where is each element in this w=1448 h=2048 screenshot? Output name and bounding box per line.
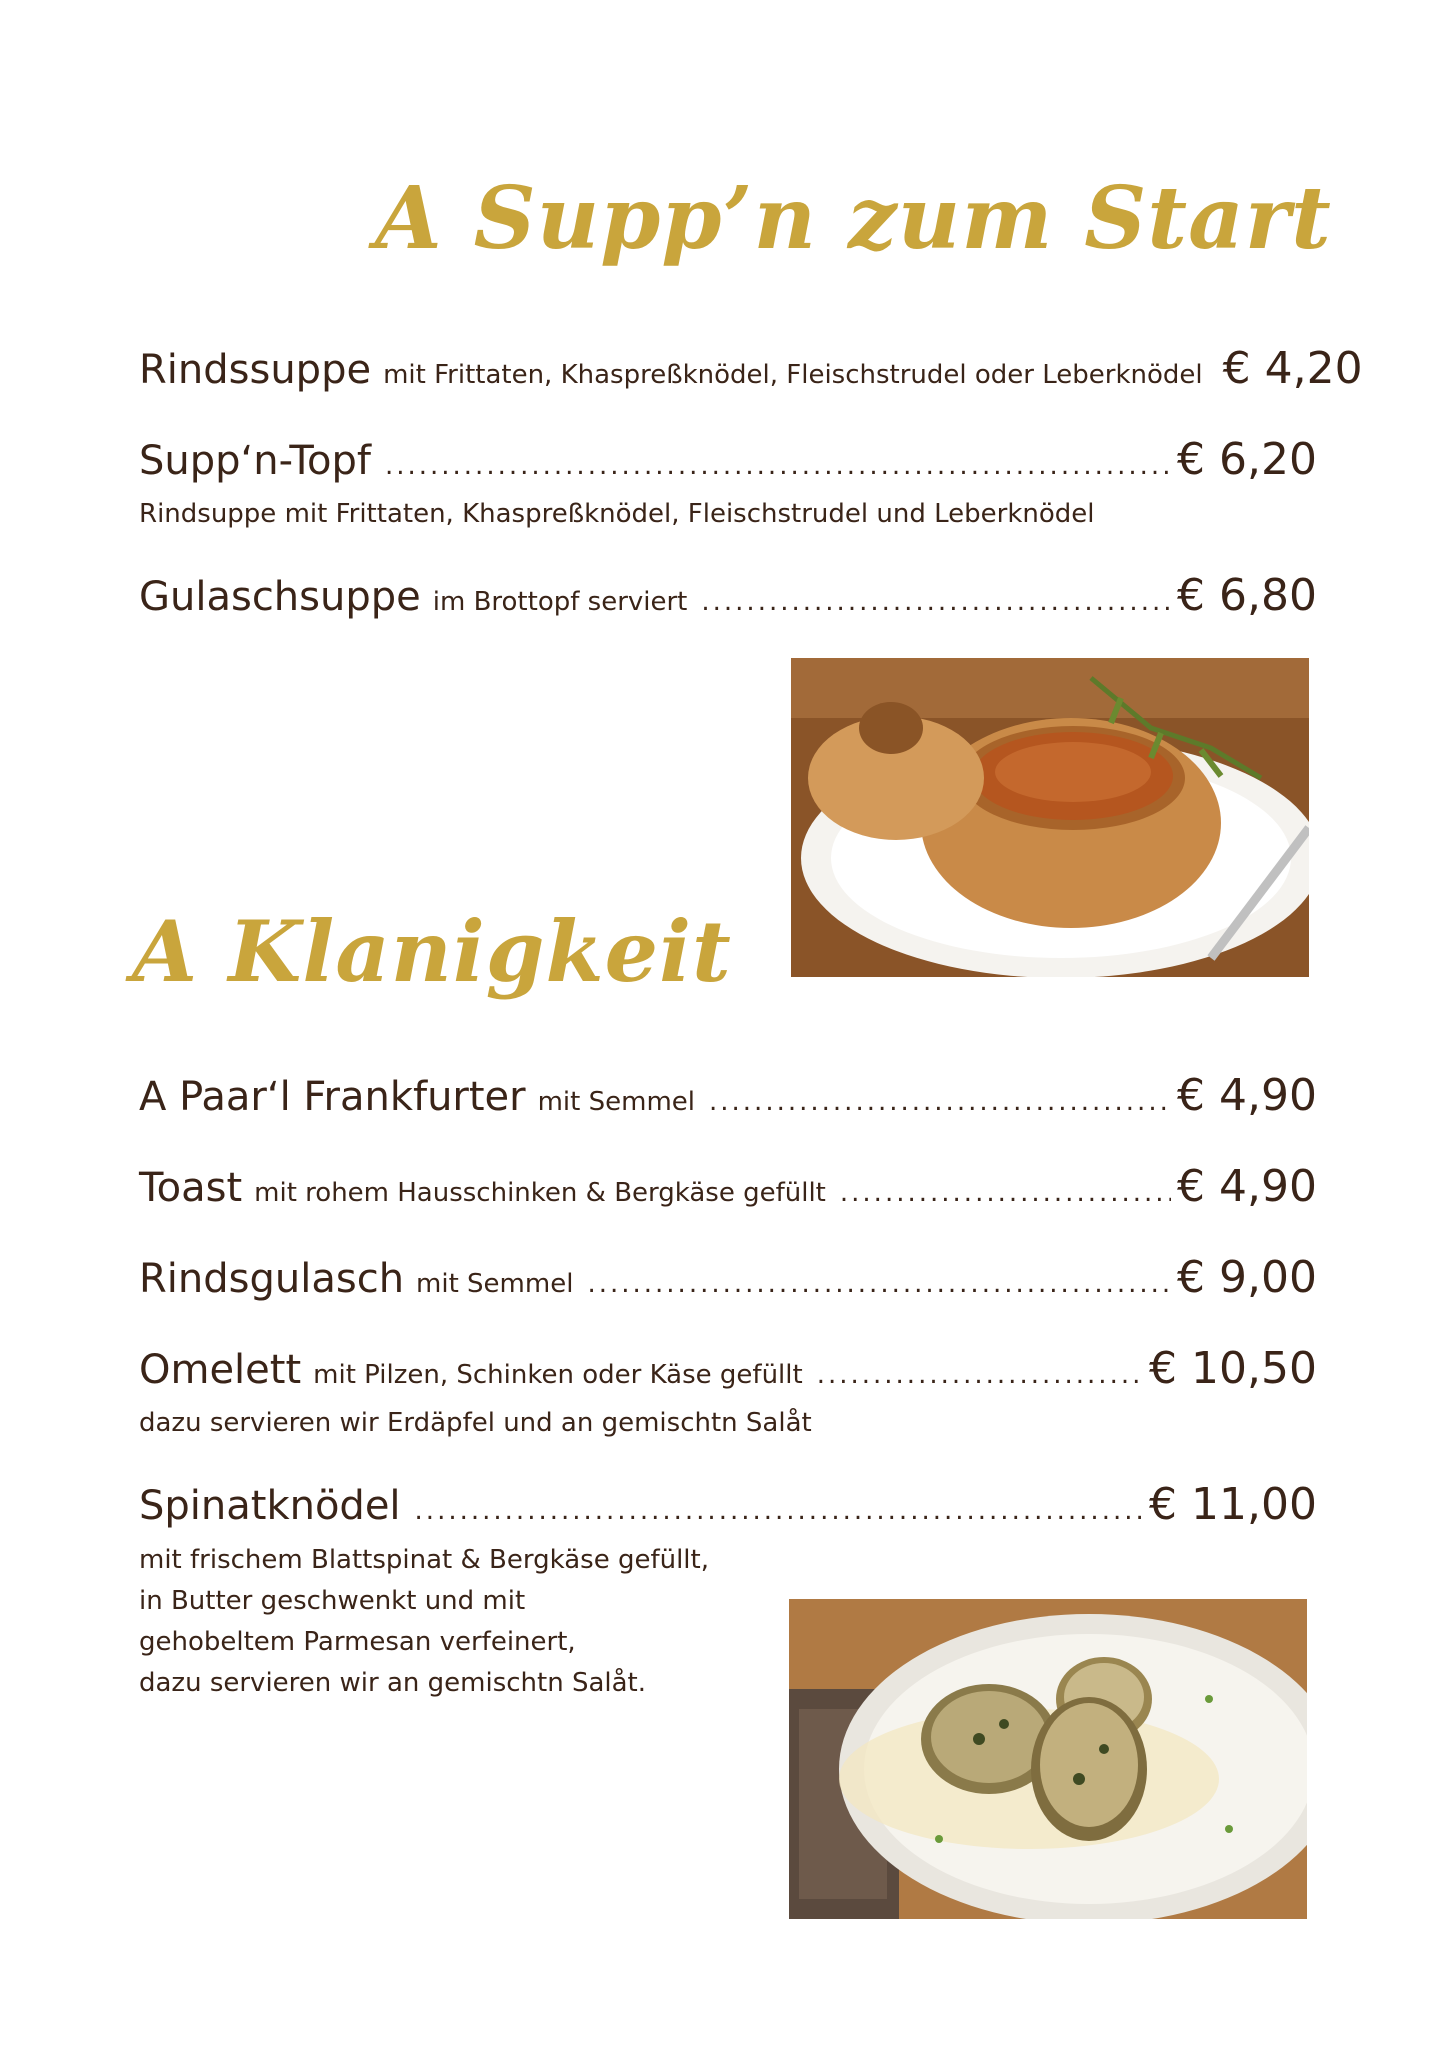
menu-item-gulaschsuppe	[139, 570, 1317, 621]
item-description: mit Frittaten, Khaspreßknödel, Fleischstrudel oder Leberknödel	[383, 360, 1203, 390]
item-name: A Paar‘l Frankfurter	[139, 1074, 526, 1120]
dot-leader	[385, 451, 1171, 481]
item-subtext: dazu servieren wir an gemischtn Salåt.	[139, 1668, 646, 1698]
dot-leader	[840, 1178, 1171, 1208]
item-price: € 10,50	[1149, 1343, 1317, 1394]
item-description: mit rohem Hausschinken & Bergkäse gefüllt	[254, 1178, 826, 1208]
item-name: Supp‘n-Topf	[139, 438, 371, 484]
menu-item-supp-n-topf	[139, 434, 1317, 485]
section-heading-soups: A Supp’n zum Start	[375, 168, 1332, 269]
item-subtext: gehobeltem Parmesan verfeinert,	[139, 1627, 576, 1657]
item-subtext: dazu servieren wir Erdäpfel und an gemischtn Salåt	[139, 1408, 812, 1438]
item-name: Spinatknödel	[139, 1483, 401, 1529]
soup-photo-drawing	[791, 658, 1309, 977]
item-subtext: mit frischem Blattspinat & Bergkäse gefüllt,	[139, 1545, 709, 1575]
section-heading-snacks: A Klanigkeit	[132, 902, 732, 1001]
item-name: Toast	[139, 1165, 243, 1211]
item-price: € 4,20	[1222, 343, 1363, 394]
item-name: Gulaschsuppe	[139, 574, 421, 620]
menu-item-frankfurter	[139, 1070, 1317, 1121]
item-name: Rindssuppe	[139, 347, 372, 393]
item-description: im Brottopf serviert	[432, 587, 688, 617]
menu-item-toast	[139, 1161, 1317, 1212]
dot-leader	[701, 587, 1171, 617]
menu-item-omelett	[139, 1343, 1317, 1394]
item-price: € 6,80	[1177, 570, 1317, 621]
item-price: € 9,00	[1177, 1252, 1317, 1303]
item-name: Omelett	[139, 1347, 302, 1393]
item-description: mit Pilzen, Schinken oder Käse gefüllt	[313, 1360, 803, 1390]
menu-item-rindssuppe	[139, 343, 1363, 394]
item-name: Rindsgulasch	[139, 1256, 405, 1302]
dot-leader	[415, 1496, 1144, 1526]
dot-leader	[709, 1087, 1171, 1117]
spinach-dumplings-photo	[789, 1599, 1307, 1919]
item-subtext: in Butter geschwenkt und mit	[139, 1586, 526, 1616]
item-price: € 11,00	[1149, 1479, 1317, 1530]
dot-leader	[587, 1269, 1171, 1299]
soup-bread-bowl-photo	[791, 658, 1309, 977]
item-subtext: Rindsuppe mit Frittaten, Khaspreßknödel, Fleischstrudel und Leberknödel	[139, 499, 1095, 529]
item-price: € 4,90	[1177, 1070, 1317, 1121]
item-description: mit Semmel	[416, 1269, 574, 1299]
dumpling-photo-drawing	[789, 1599, 1307, 1919]
menu-item-rindsgulasch	[139, 1252, 1317, 1303]
item-price: € 4,90	[1177, 1161, 1317, 1212]
dot-leader	[817, 1360, 1143, 1390]
item-price: € 6,20	[1177, 434, 1317, 485]
menu-item-spinatknoedel	[139, 1479, 1317, 1530]
item-description: mit Semmel	[537, 1087, 695, 1117]
